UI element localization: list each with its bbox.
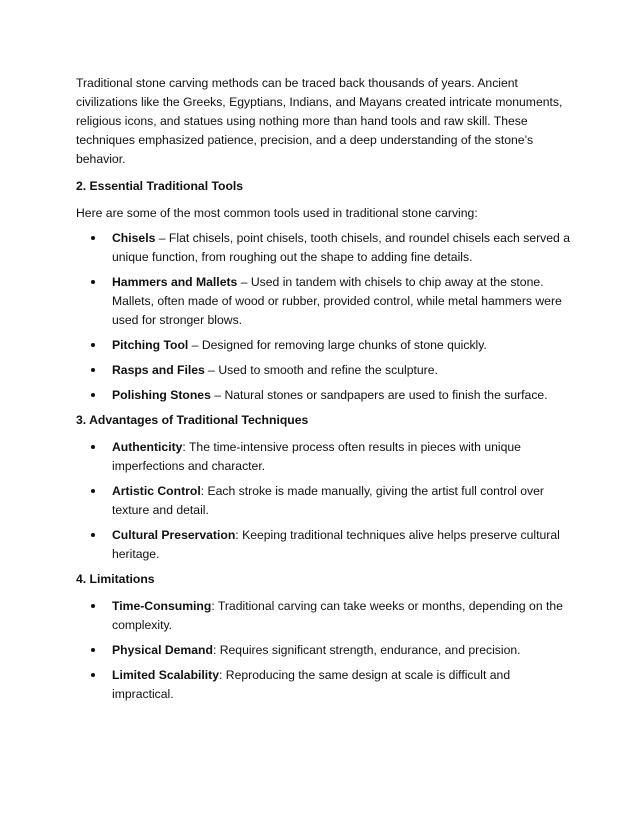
- list-item-separator: –: [204, 363, 219, 377]
- bullet-icon: [91, 393, 95, 397]
- advantages-list: [76, 438, 572, 564]
- bullet-icon: [91, 533, 95, 537]
- list-item-text: Traditional carving can take weeks or months, depending on the complexity.: [112, 599, 563, 632]
- tools-list: [76, 229, 572, 405]
- bullet-icon: [91, 445, 95, 449]
- list-item-text: Flat chisels, point chisels, tooth chisels, and roundel chisels each served a unique function, from roughing out the shape to adding fine details.: [112, 231, 570, 264]
- list-item-separator: :: [182, 440, 189, 454]
- section-heading-limitations: 4. Limitations: [76, 572, 155, 586]
- list-item-separator: –: [188, 338, 202, 352]
- list-item: [76, 336, 572, 355]
- list-item-separator: :: [200, 484, 208, 498]
- list-item: [76, 641, 572, 660]
- list-item-separator: –: [237, 275, 251, 289]
- list-item-text: Designed for removing large chunks of stone quickly.: [201, 338, 487, 352]
- list-item-term: Pitching Tool: [112, 338, 189, 352]
- list-item: [76, 482, 572, 520]
- list-item-separator: :: [211, 599, 218, 613]
- list-item-term: Physical Demand: [112, 643, 213, 657]
- list-item-text: Requires significant strength, endurance, and precision.: [219, 643, 521, 657]
- bullet-icon: [91, 673, 95, 677]
- list-item-separator: –: [210, 388, 225, 402]
- intro-paragraph: Traditional stone carving methods can be traced back thousands of years. Ancient civilizations like the Greeks, Egyptians, Indians, and Mayans created intricate monuments, religious icons, and statues using nothing more than hand tools and raw skill. These techniques emphasized patience, precision, and a deep understanding of the stone’s behavior.: [76, 76, 563, 166]
- list-item-term: Artistic Control: [112, 484, 201, 498]
- list-item: [76, 438, 572, 476]
- bullet-icon: [91, 236, 95, 240]
- bullet-icon: [91, 343, 95, 347]
- section-intro-tools: Here are some of the most common tools used in traditional stone carving:: [76, 206, 478, 220]
- bullet-icon: [91, 368, 95, 372]
- list-item-separator: –: [155, 231, 169, 245]
- list-item: [76, 597, 572, 635]
- list-item-term: Cultural Preservation: [112, 528, 236, 542]
- list-item-text: Used to smooth and refine the sculpture.: [218, 363, 438, 377]
- bullet-icon: [91, 489, 95, 493]
- list-item-text: Reproducing the same design at scale is difficult and impractical.: [112, 668, 511, 701]
- list-item: [76, 386, 572, 405]
- list-item-term: Chisels: [112, 231, 156, 245]
- bullet-icon: [91, 604, 95, 608]
- list-item-term: Rasps and Files: [112, 363, 205, 377]
- list-item: [76, 229, 572, 267]
- list-item-term: Time-Consuming: [112, 599, 212, 613]
- list-item: [76, 666, 572, 704]
- limitations-list: [76, 597, 572, 704]
- list-item-term: Authenticity: [112, 440, 183, 454]
- list-item-term: Hammers and Mallets: [112, 275, 238, 289]
- bullet-icon: [91, 280, 95, 284]
- list-item-separator: :: [235, 528, 243, 542]
- list-item-text: Each stroke is made manually, giving the artist full control over texture and detail.: [112, 484, 544, 517]
- list-item: [76, 526, 572, 564]
- list-item-term: Limited Scalability: [112, 668, 220, 682]
- section-heading-tools: 2. Essential Traditional Tools: [76, 179, 244, 193]
- list-item-separator: :: [212, 643, 220, 657]
- list-item: [76, 273, 572, 330]
- document-page: [76, 74, 572, 710]
- list-item: [76, 361, 572, 380]
- list-item-text: The time-intensive process often results in pieces with unique imperfections and character.: [112, 440, 521, 473]
- section-heading-advantages: 3. Advantages of Traditional Techniques: [76, 413, 309, 427]
- list-item-term: Polishing Stones: [112, 388, 211, 402]
- list-item-text: Used in tandem with chisels to chip away at the stone. Mallets, often made of wood or rubber, provided control, while metal hammers were used for stronger blows.: [112, 275, 562, 327]
- list-item-separator: :: [219, 668, 226, 682]
- list-item-text: Keeping traditional techniques alive helps preserve cultural heritage.: [112, 528, 560, 561]
- list-item-text: Natural stones or sandpapers are used to finish the surface.: [224, 388, 548, 402]
- bullet-icon: [91, 648, 95, 652]
